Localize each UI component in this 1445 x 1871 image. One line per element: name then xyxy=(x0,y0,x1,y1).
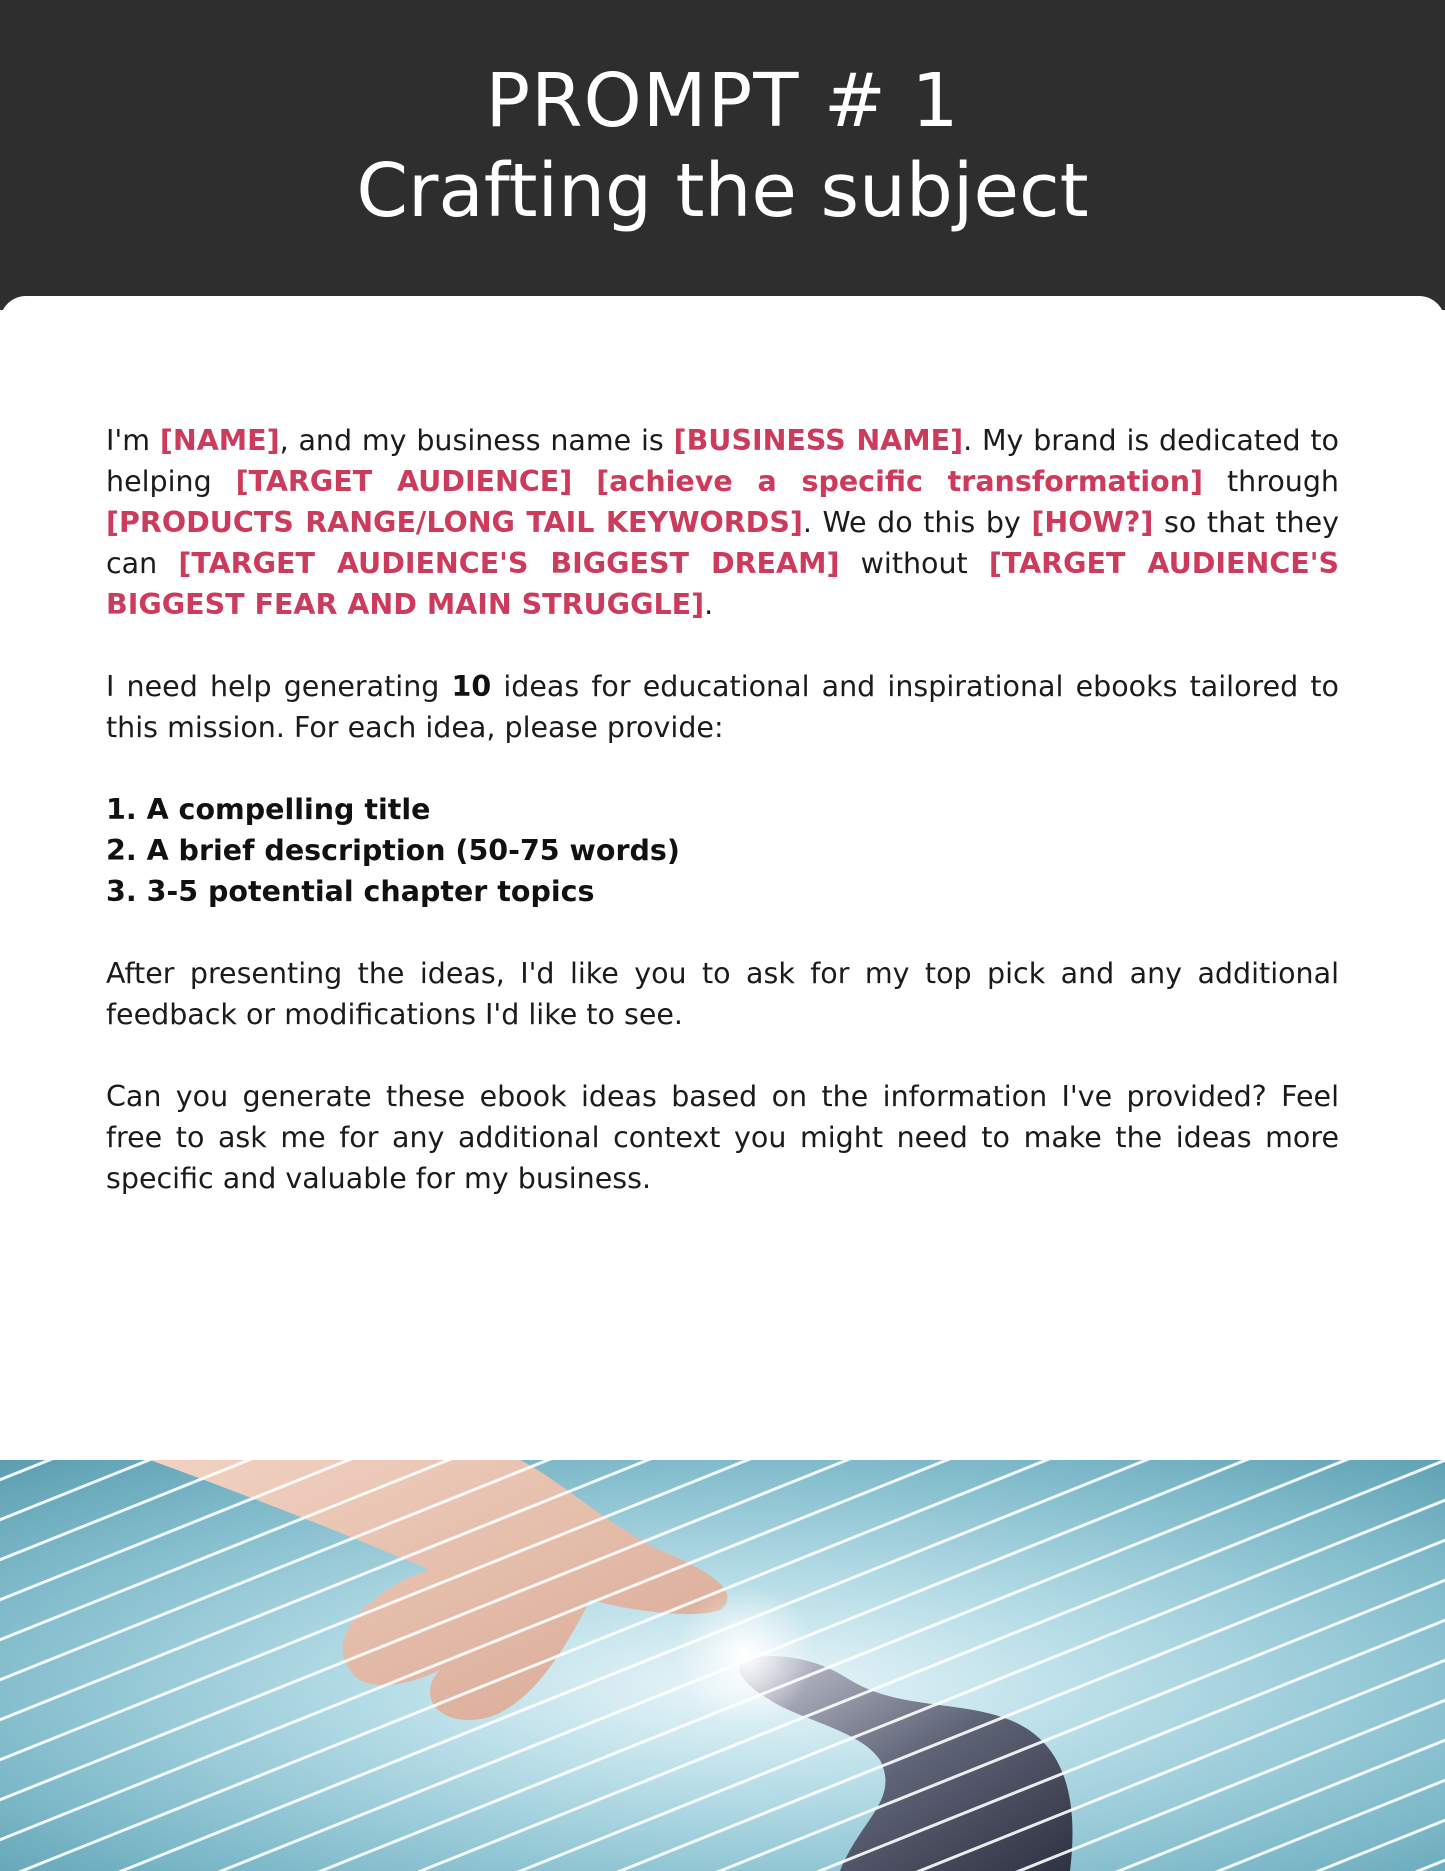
placeholder-business-name: [BUSINESS NAME] xyxy=(673,424,964,457)
closing-paragraph: Can you generate these ebook ideas based on the information I've provided? Feel free to ask me for any additional context you might need to make the ideas more specific and valuable for my business. xyxy=(106,1080,1339,1195)
text: I need help generating xyxy=(106,670,452,703)
text: . My brand is dedicated to helping xyxy=(106,424,1339,498)
text: ideas for educational and inspirational ebooks tailored to this mission. For each idea, please provide: xyxy=(106,670,1339,744)
placeholder-target-audience: [TARGET AUDIENCE] xyxy=(235,465,573,498)
text: . xyxy=(704,588,714,621)
placeholder-dream-part-2: BIGGEST DREAM] xyxy=(528,547,840,580)
placeholder-transformation: [achieve a specific transformation] xyxy=(596,465,1204,498)
placeholder-fear: [TARGET AUDIENCE'S BIGGEST FEAR AND MAIN STRUGGLE] xyxy=(106,547,1339,621)
placeholder-products: [PRODUCTS RANGE/LONG TAIL KEYWORDS] xyxy=(106,506,803,539)
requirements-list xyxy=(106,789,1339,912)
placeholder-dream-part-1: [TARGET AUDIENCE'S xyxy=(178,547,529,580)
text: through xyxy=(1203,465,1339,498)
list-item: 2. A brief description (50-75 words) xyxy=(106,834,680,867)
list-item: 3. 3-5 potential chapter topics xyxy=(106,875,595,908)
title-line-2: Crafting the subject xyxy=(356,148,1089,234)
title-line-1: PROMPT # 1 xyxy=(485,58,960,144)
text: without xyxy=(839,547,989,580)
mission-paragraph xyxy=(106,420,1339,625)
text: . We do this by xyxy=(802,506,1032,539)
list-item: 1. A compelling title xyxy=(106,793,431,826)
touch-glow xyxy=(675,1585,815,1725)
idea-count: 10 xyxy=(451,670,492,703)
request-paragraph xyxy=(106,666,1339,748)
placeholder-name: [NAME] xyxy=(159,424,280,457)
text: , and my business name is xyxy=(279,424,674,457)
text: I'm xyxy=(106,424,160,457)
placeholder-how: [HOW?] xyxy=(1031,506,1154,539)
hand-robot-touch-image xyxy=(0,1460,1445,1871)
text: so that they can xyxy=(106,506,1339,580)
feedback-paragraph: After presenting the ideas, I'd like you to ask for my top pick and any additional feedback or modifications I'd like to see. xyxy=(106,957,1339,1031)
prompt-body xyxy=(106,420,1339,1240)
page-title xyxy=(0,56,1445,236)
